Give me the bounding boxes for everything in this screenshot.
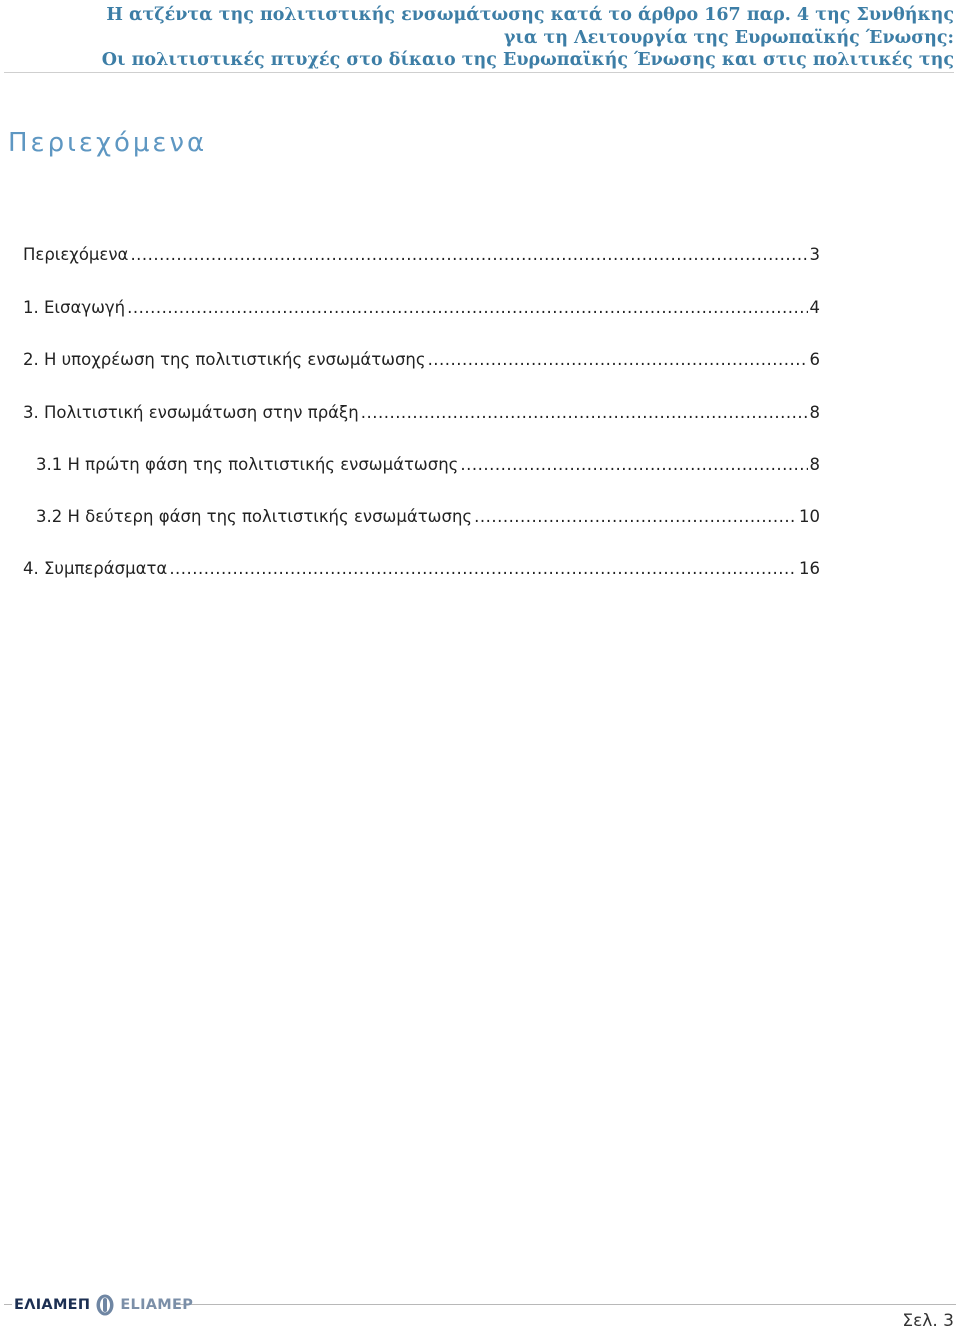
toc-dot-leader (130, 245, 807, 264)
toc-entry-label: 3.1 Η πρώτη φάση της πολιτιστικής ενσωμάτωσης (36, 455, 459, 474)
toc-entry-label: 3.2 Η δεύτερη φάση της πολιτιστικής ενσωμάτωσης (36, 507, 473, 526)
toc-entry-label: 4. Συμπεράσματα (23, 559, 168, 578)
toc-entry-second-phase[interactable] (36, 507, 820, 531)
footer-divider (176, 1304, 956, 1305)
page-number: Σελ. 3 (902, 1311, 954, 1331)
toc-entry-label: 3. Πολιτιστική ενσωμάτωση στην πράξη (23, 403, 359, 422)
toc-entry-obligation[interactable] (23, 350, 820, 374)
logo-text-latin: ELIAMEP (120, 1297, 194, 1313)
toc-entry-conclusions[interactable] (23, 559, 820, 583)
toc-dot-leader (460, 455, 807, 474)
header-divider (4, 72, 954, 73)
toc-entry-contents[interactable] (23, 245, 820, 269)
toc-title: Περιεχόμενα (8, 128, 208, 158)
toc-entry-introduction[interactable] (23, 298, 820, 322)
footer-divider-left (4, 1304, 12, 1305)
header-line-3: Οι πολιτιστικές πτυχές στο δίκαιο της Ευρωπαϊκής Ένωσης και στις πολιτικές της (101, 50, 954, 70)
toc-dot-leader (361, 403, 808, 422)
toc-entry-label: 2. Η υποχρέωση της πολιτιστικής ενσωμάτωσης (23, 350, 426, 369)
running-header (4, 4, 954, 72)
toc-entry-page: 8 (809, 455, 820, 474)
toc-entry-first-phase[interactable] (36, 455, 820, 479)
toc-entry-page: 10 (799, 507, 820, 526)
toc-dot-leader (474, 507, 797, 526)
eliamep-logo (14, 1292, 193, 1318)
toc-dot-leader (127, 298, 807, 317)
logo-text-greek: ΕΛΙΑΜΕΠ (14, 1297, 91, 1313)
toc-entry-page: 3 (809, 245, 820, 264)
toc-entry-page: 6 (809, 350, 820, 369)
logo-emblem-icon (95, 1293, 115, 1317)
header-line-1: Η ατζέντα της πολιτιστικής ενσωμάτωσης κατά το άρθρο 167 παρ. 4 της Συνθήκης (106, 5, 954, 25)
toc-entry-label: Περιεχόμενα (23, 245, 129, 264)
toc-entry-page: 8 (809, 403, 820, 422)
toc-entry-page: 4 (809, 298, 820, 317)
toc-entry-label: 1. Εισαγωγή (23, 298, 126, 317)
toc-entry-page: 16 (799, 559, 820, 578)
toc-entry-in-practice[interactable] (23, 403, 820, 427)
header-line-2: για τη Λειτουργία της Ευρωπαϊκής Ένωσης: (503, 27, 954, 48)
toc-dot-leader (169, 559, 797, 578)
toc-dot-leader (428, 350, 808, 369)
